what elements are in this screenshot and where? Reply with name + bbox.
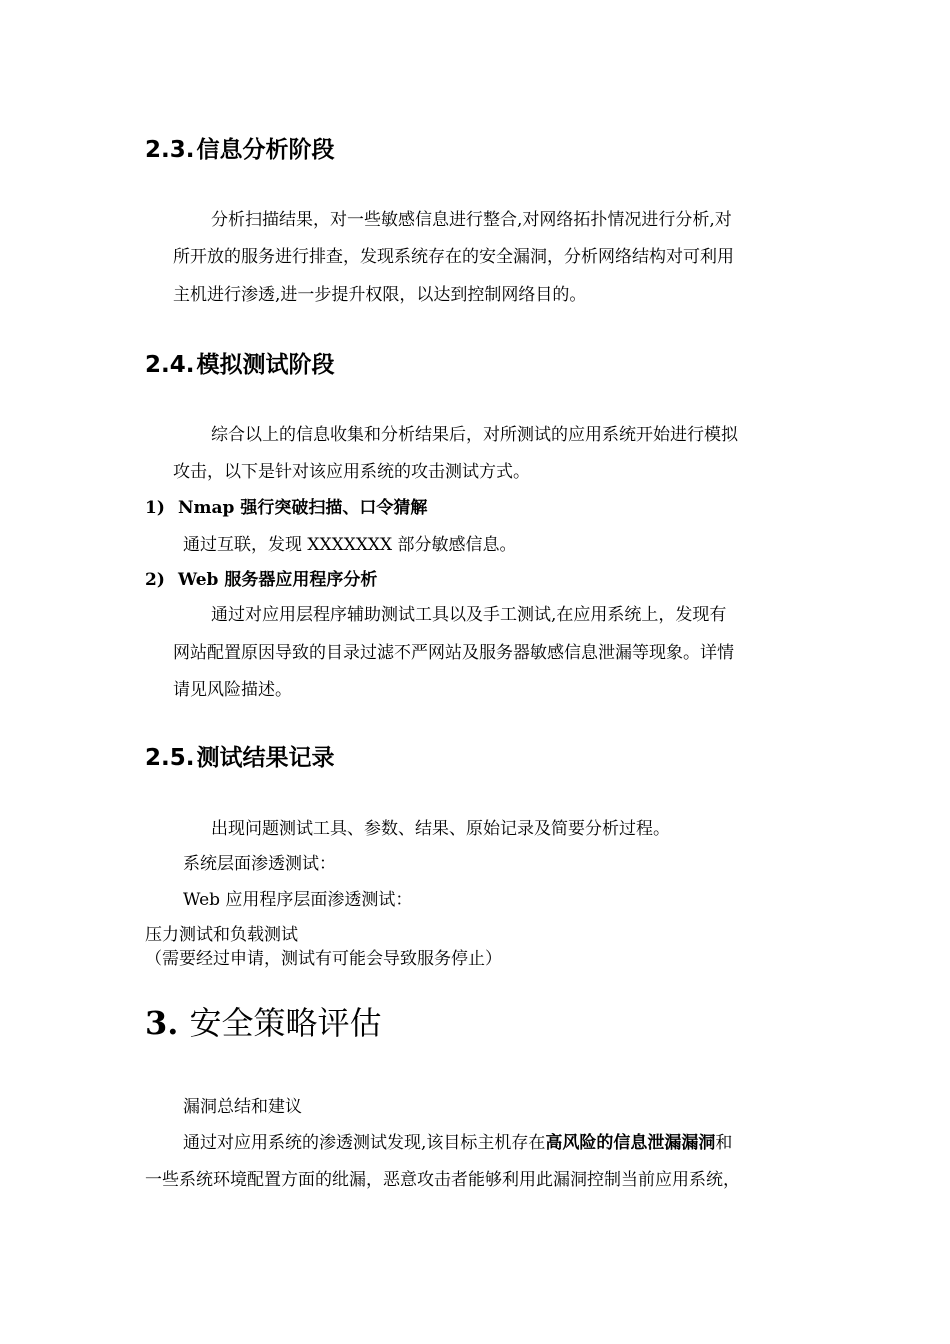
chapter-heading-3 bbox=[145, 1001, 382, 1045]
chapter-title: 安全策略评估 bbox=[189, 1004, 382, 1042]
highlighted-risk: 高风险的信息泄漏漏洞 bbox=[545, 1133, 716, 1153]
list-index: 2) bbox=[145, 570, 165, 590]
pressure-test-note: （需要经过申请，测试有可能会导致服务停止） bbox=[145, 949, 502, 969]
list-label: Web 服务器应用程序分析 bbox=[178, 570, 378, 590]
section-heading-2-3 bbox=[145, 135, 334, 165]
list-item-1-label bbox=[145, 495, 427, 521]
section-title: 测试结果记录 bbox=[196, 745, 335, 771]
list-index: 1) bbox=[145, 498, 165, 518]
list-label: Nmap 强行突破扫描、口令猜解 bbox=[178, 498, 428, 518]
pressure-test-title: 压力测试和负载测试 bbox=[145, 925, 298, 945]
section-number: 2.4. bbox=[145, 352, 195, 378]
section-number: 2.5. bbox=[145, 745, 195, 771]
section-heading-2-4 bbox=[145, 350, 334, 380]
paragraph-line: 攻击，以下是针对该应用系统的攻击测试方式。 bbox=[173, 462, 530, 482]
section-title: 模拟测试阶段 bbox=[196, 352, 335, 378]
paragraph-line: 所开放的服务进行排查，发现系统存在的安全漏洞，分析网络结构对可利用 bbox=[173, 247, 734, 267]
paragraph-text: 和 bbox=[715, 1133, 733, 1153]
paragraph-line bbox=[183, 1130, 732, 1156]
paragraph-line: Web 应用程序层面渗透测试： bbox=[183, 890, 413, 910]
paragraph-line: 分析扫描结果，对一些敏感信息进行整合,对网络拓扑情况进行分析,对 bbox=[211, 210, 732, 230]
paragraph-line: 主机进行渗透,进一步提升权限，以达到控制网络目的。 bbox=[173, 285, 587, 305]
section-number: 2.3. bbox=[145, 137, 195, 163]
paragraph-line: 综合以上的信息收集和分析结果后，对所测试的应用系统开始进行模拟 bbox=[211, 425, 738, 445]
section-heading-2-5 bbox=[145, 743, 334, 773]
paragraph-line: 系统层面渗透测试： bbox=[183, 854, 336, 874]
paragraph-line: 一些系统环境配置方面的纰漏，恶意攻击者能够利用此漏洞控制当前应用系统， bbox=[145, 1170, 740, 1190]
section-title: 信息分析阶段 bbox=[196, 137, 335, 163]
paragraph-line: 网站配置原因导致的目录过滤不严网站及服务器敏感信息泄漏等现象。详情 bbox=[173, 643, 734, 663]
chapter-number: 3. bbox=[145, 1004, 179, 1042]
paragraph-line: 出现问题测试工具、参数、结果、原始记录及简要分析过程。 bbox=[211, 819, 670, 839]
paragraph-line: 请见风险描述。 bbox=[173, 680, 292, 700]
paragraph-text: 通过对应用系统的渗透测试发现,该目标主机存在 bbox=[183, 1133, 546, 1153]
paragraph-line: 通过对应用层程序辅助测试工具以及手工测试,在应用系统上，发现有 bbox=[211, 605, 727, 625]
list-item-2-label bbox=[145, 567, 377, 593]
paragraph-line: 通过互联，发现 XXXXXXX 部分敏感信息。 bbox=[183, 535, 517, 555]
summary-label: 漏洞总结和建议 bbox=[183, 1097, 302, 1117]
